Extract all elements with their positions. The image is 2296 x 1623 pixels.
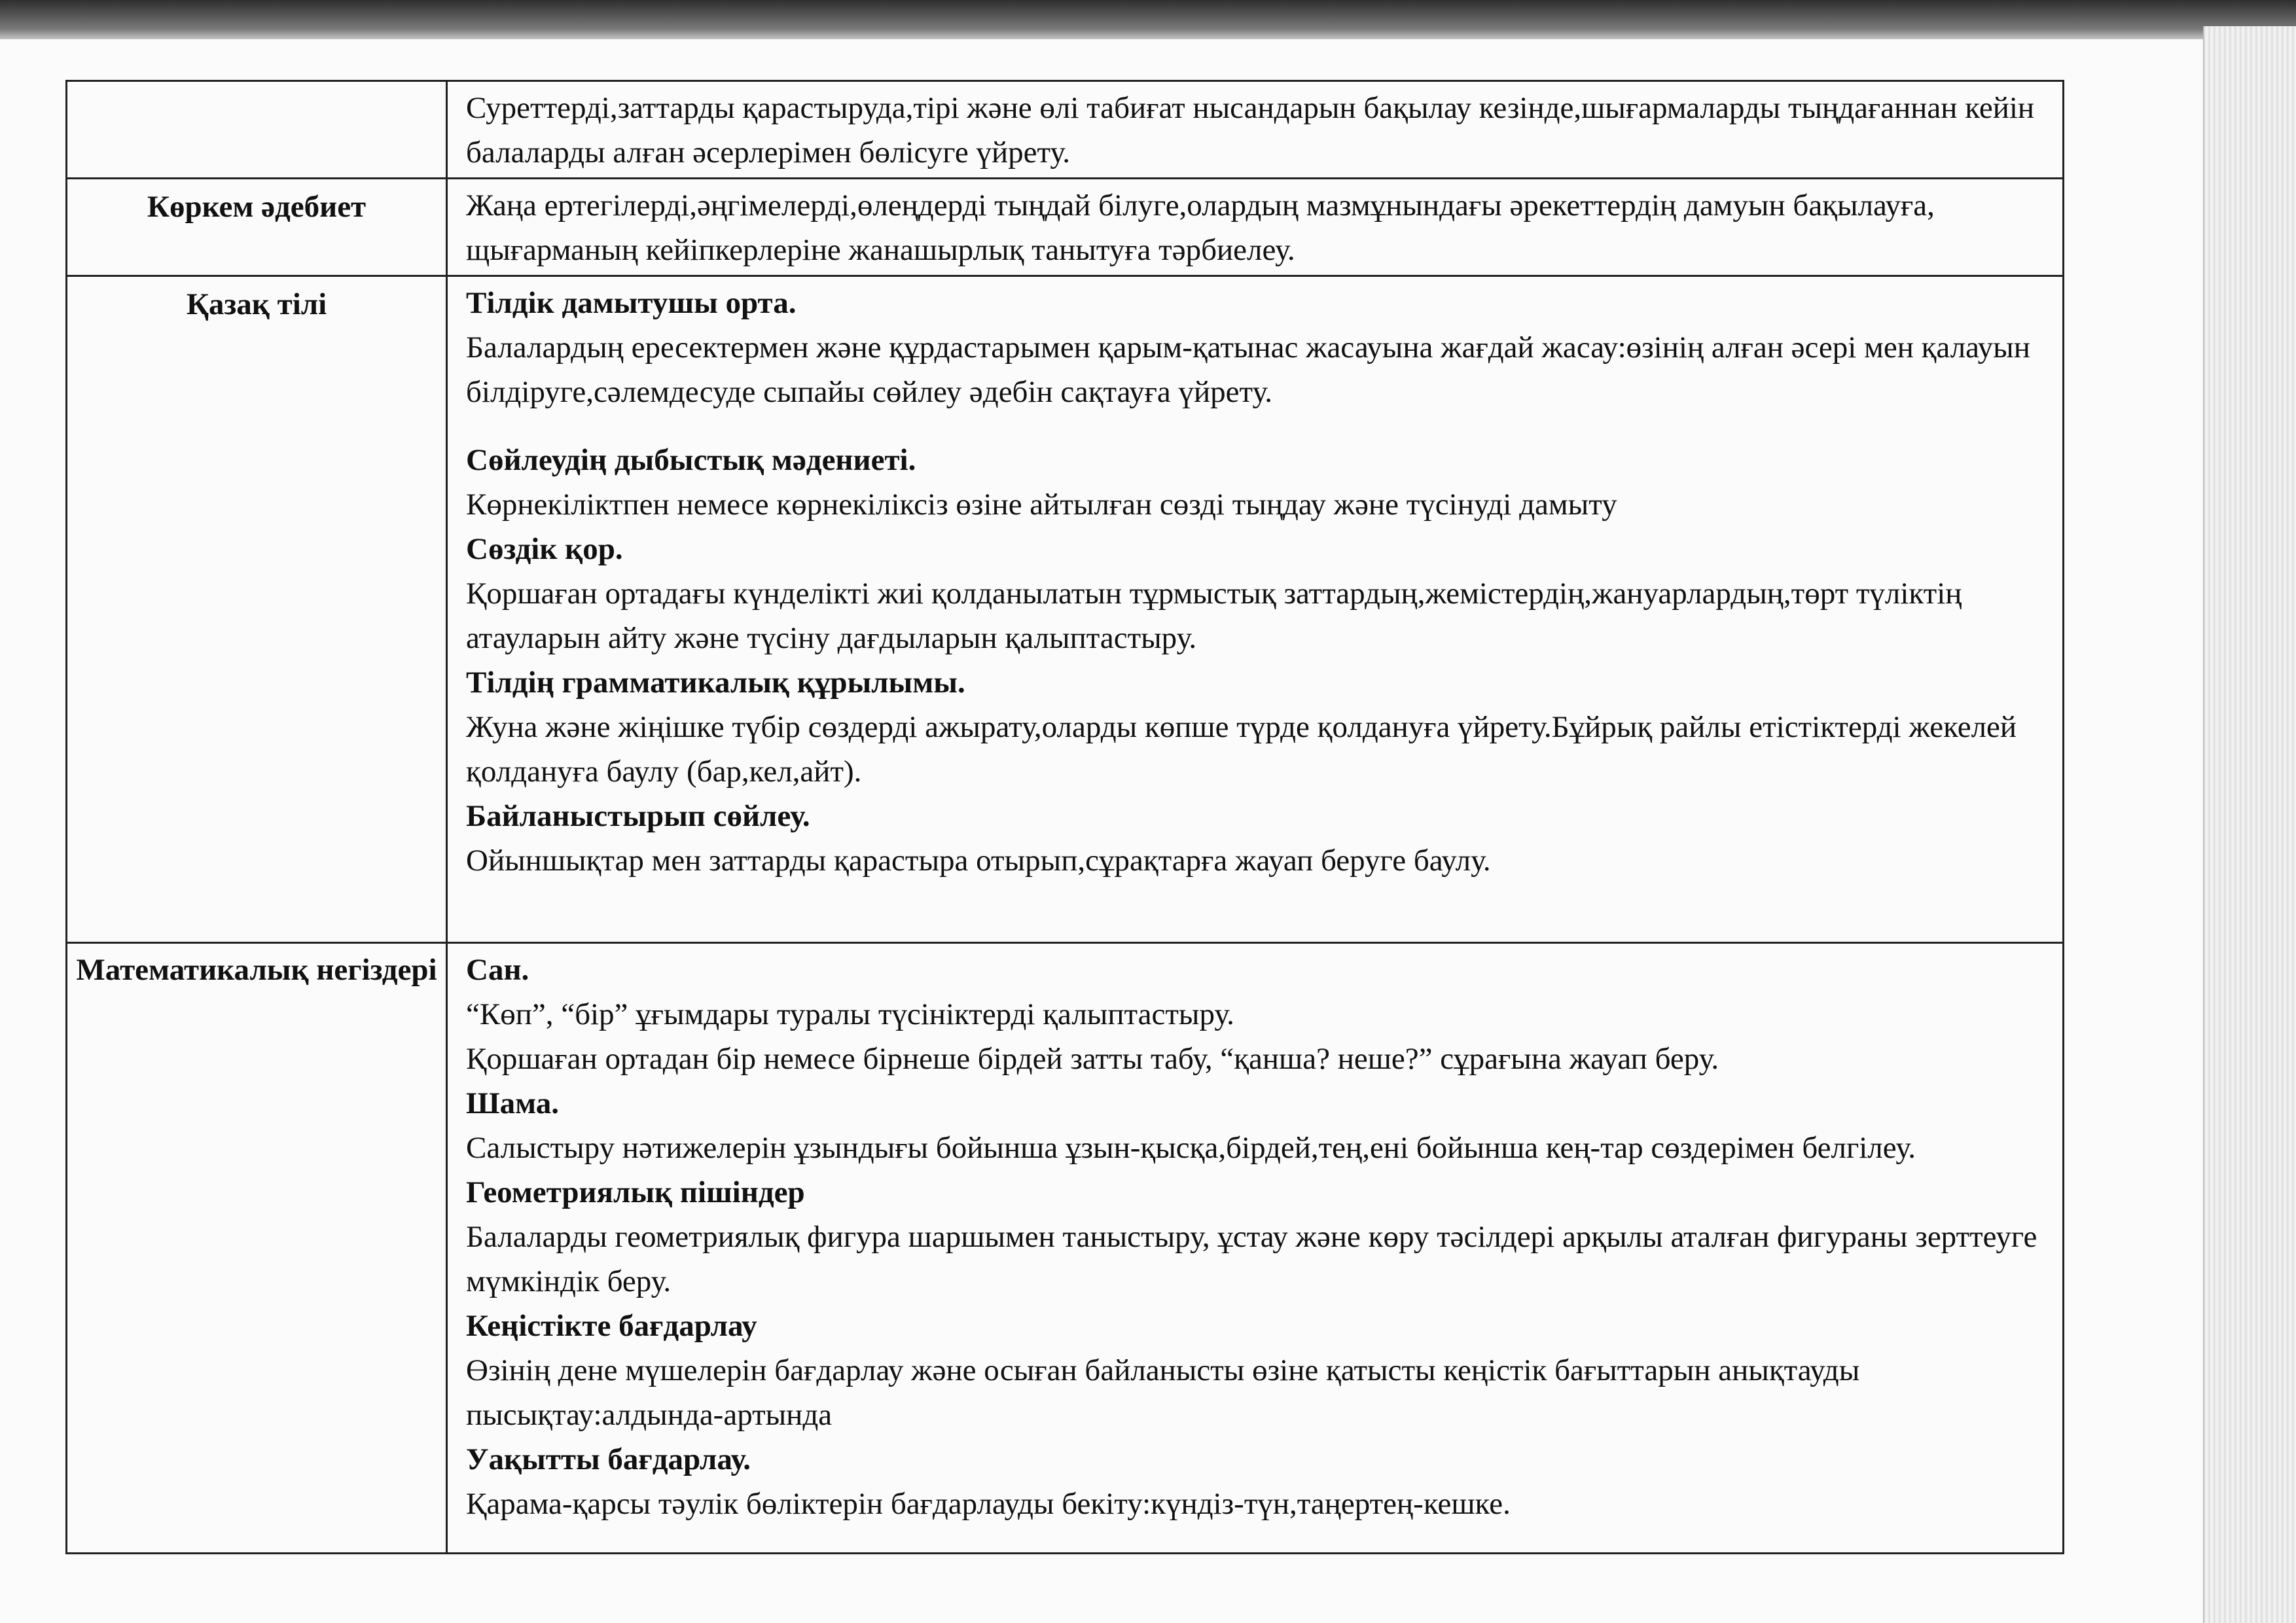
- section-heading: Сан.: [466, 953, 529, 987]
- subject-cell-literature: Көркем әдебиет: [67, 179, 447, 276]
- table-row: [67, 943, 2064, 1554]
- content-cell: [447, 276, 2064, 943]
- content-text: Жаңа ертегілерді,әңгімелерді,өлеңдерді тыңдай білуге,олардың мазмұнындағы әрекеттердің дамуын бақылауға, щығарманың кейіпкерлеріне жанашырлық танытуға тәрбиелеу.: [466, 188, 1935, 267]
- section-text: Салыстыру нәтижелерін ұзындығы бойынша ұзын-қысқа,бірдей,тең,ені бойынша кең-тар сөздерімен белгілеу.: [466, 1131, 1916, 1165]
- scanner-shadow: [0, 0, 2296, 42]
- section-heading: Уақытты бағдарлау.: [466, 1442, 751, 1476]
- table-row: [67, 81, 2064, 179]
- section-heading: Тілдің грамматикалық құрылымы.: [466, 666, 965, 700]
- subject-cell-math: [67, 943, 447, 1554]
- section-heading: Кеңістікте бағдарлау: [466, 1309, 757, 1343]
- section-heading: Байланыстырып сөйлеу.: [466, 799, 810, 833]
- section-text: Балаларды геометриялық фигура шаршымен таныстыру, ұстау және көру тәсілдері арқылы аталған фигураны зерттеуге мүмкіндік беру.: [466, 1220, 2037, 1298]
- subject-cell: [67, 81, 447, 179]
- section-text: Көрнекіліктпен немесе көрнекіліксіз өзіне айтылған сөзді тыңдау және түсінуді дамыту: [466, 488, 1617, 522]
- section-text: Өзінің дене мүшелерін бағдарлау және осыған байланысты өзіне қатысты кеңістік бағыттарын анықтауды пысықтау:алдында-артында: [466, 1353, 1860, 1432]
- content-cell: [447, 179, 2064, 276]
- content-text: Суреттерді,заттарды қарастыруда,тірі және өлі табиғат нысандарын бақылау кезінде,шығармаларды тыңдағаннан кейін балаларды алған әсерлерімен бөлісуге үйрету.: [466, 91, 2035, 169]
- section-heading: Шама.: [466, 1086, 560, 1120]
- subject-label: Математикалық негіздері: [76, 953, 437, 987]
- section-text: Қарама-қарсы тәулік бөліктерін бағдарлауды бекіту:күндіз-түн,таңертең-кешке.: [466, 1487, 1511, 1521]
- table-row: [67, 179, 2064, 276]
- table-row: [67, 276, 2064, 943]
- section-heading: Сөйлеудің дыбыстық мәдениеті.: [466, 443, 916, 477]
- subject-cell-kazakh: Қазақ тілі: [67, 276, 447, 943]
- section-heading: Геометриялық пішіндер: [466, 1175, 805, 1209]
- section-text: Қоршаған ортадағы күнделікті жиі қолданылатын тұрмыстық заттардың,жемістердің,жануарлардың,төрт түліктің атауларын айту және түсіну дағдыларын қалыптастыру.: [466, 577, 1962, 655]
- section-heading: Сөздік қор.: [466, 532, 623, 566]
- section-text: “Көп”, “бір” ұғымдары туралы түсініктерді қалыптастыру.: [466, 997, 1234, 1031]
- section-text: Ойыншықтар мен заттарды қарастыра отырып,сұрақтарға жауап беруге баулу.: [466, 844, 1491, 878]
- section-text: Қоршаған ортадан бір немесе бірнеше бірдей затты табу, “қанша? неше?” сұрағына жауап беру.: [466, 1042, 1719, 1076]
- section-heading: Тілдік дамытушы орта.: [466, 286, 797, 320]
- content-cell: [447, 943, 2064, 1554]
- content-cell: [447, 81, 2064, 179]
- curriculum-table: [65, 80, 2064, 1554]
- spacer: [466, 414, 2049, 438]
- section-text: Балалардың ересектермен және құрдастарымен қарым-қатынас жасауына жағдай жасау:өзінің алған әсері мен қалауын білдіруге,сәлемдесуде сыпайы сөйлеу әдебін сақтауға үйрету.: [466, 330, 2030, 409]
- section-text: Жуна және жіңішке түбір сөздерді ажырату,оларды көпше түрде қолдануға үйрету.Бұйрық райлы етістіктерді жекелей қолдануға баулу (бар,кел,айт).: [466, 710, 2017, 789]
- book-page-edges: [2203, 26, 2296, 1623]
